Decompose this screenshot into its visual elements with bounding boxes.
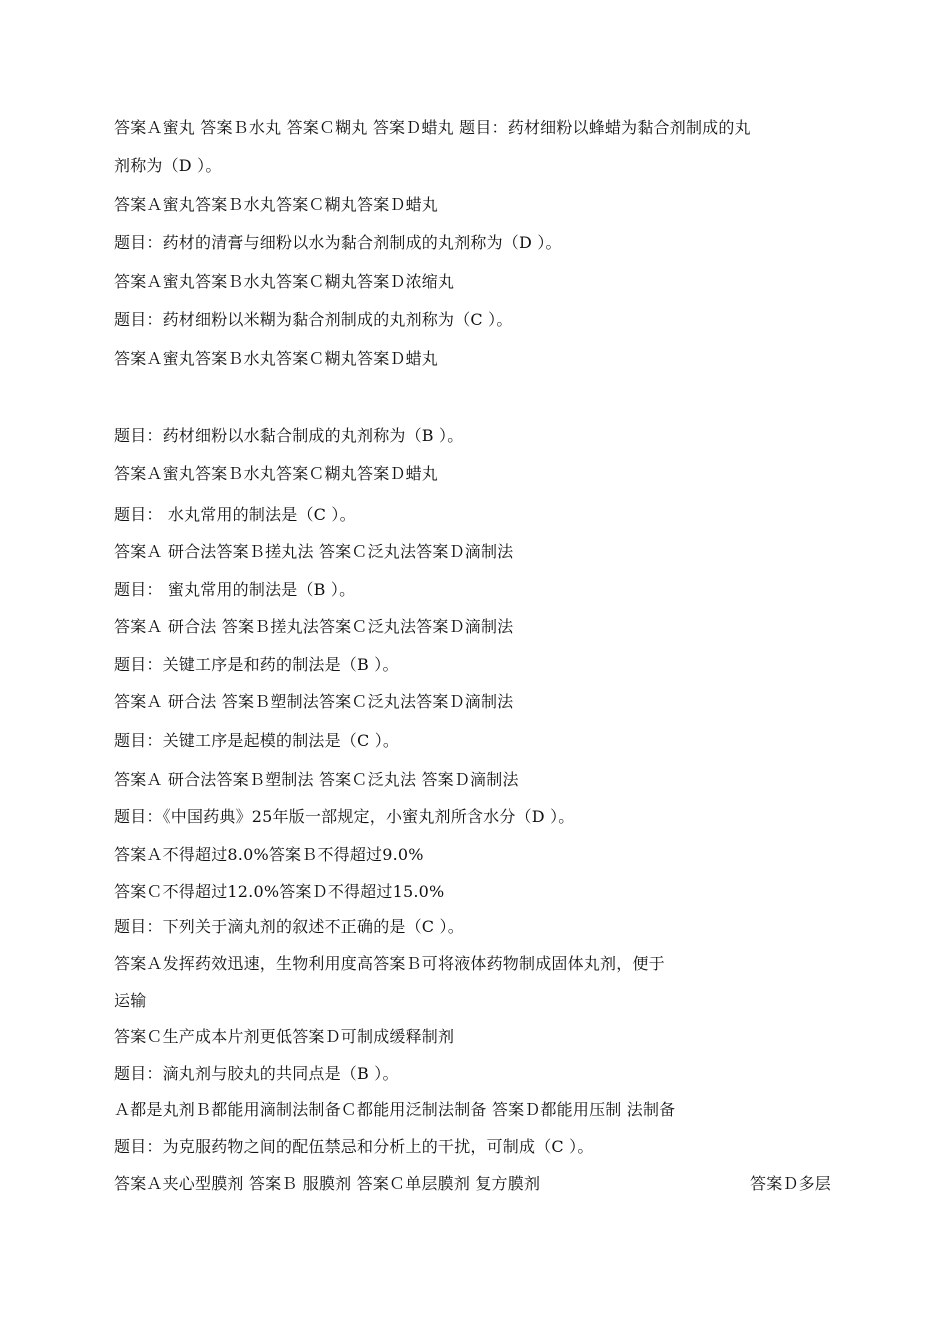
text-line-19: 答案Ａ不得超过8.0%答案Ｂ不得超过9.0% bbox=[114, 845, 424, 864]
text-line-3: 答案Ａ蜜丸答案Ｂ水丸答案Ｃ糊丸答案Ｄ蜡丸 bbox=[114, 195, 439, 214]
text-line-20: 答案Ｃ不得超过12.0%答案Ｄ不得超过15.0% bbox=[114, 882, 445, 901]
text-line-2: 剂称为（D ）。 bbox=[114, 156, 222, 175]
text-line-8: 题目：药材细粉以水黏合制成的丸剂称为（B ）。 bbox=[114, 426, 464, 445]
text-line-9: 答案Ａ蜜丸答案Ｂ水丸答案Ｃ糊丸答案Ｄ蜡丸 bbox=[114, 464, 439, 483]
text-line-10: 题目： 水丸常用的制法是（C ）。 bbox=[114, 505, 356, 524]
text-line-26: Ａ都是丸剂Ｂ都能用滴制法制备Ｃ都能用泛制法制备 答案Ｄ都能用压制 法制备 bbox=[114, 1100, 676, 1119]
text-line-24: 答案Ｃ生产成本片剂更低答案Ｄ可制成缓释制剂 bbox=[114, 1027, 455, 1046]
text-line-7: 答案Ａ蜜丸答案Ｂ水丸答案Ｃ糊丸答案Ｄ蜡丸 bbox=[114, 349, 439, 368]
text-line-23: 运输 bbox=[114, 991, 147, 1010]
text-line-4: 题目：药材的清膏与细粉以水为黏合剂制成的丸剂称为（D ）。 bbox=[114, 233, 562, 252]
text-line-14: 题目：关键工序是和药的制法是（B ）。 bbox=[114, 655, 399, 674]
text-line-5: 答案Ａ蜜丸答案Ｂ水丸答案Ｃ糊丸答案Ｄ浓缩丸 bbox=[114, 272, 455, 291]
text-line-17: 答案Ａ 研合法答案Ｂ塑制法 答案Ｃ泛丸法 答案Ｄ滴制法 bbox=[114, 770, 519, 789]
text-line-28: 答案Ａ夹心型膜剂 答案Ｂ 服膜剂 答案Ｃ单层膜剂 复方膜剂 bbox=[114, 1174, 541, 1193]
text-line-12: 题目： 蜜丸常用的制法是（B ）。 bbox=[114, 580, 356, 599]
text-line-22: 答案Ａ发挥药效迅速，生物利用度高答案Ｂ可将液体药物制成固体丸剂，便于 bbox=[114, 954, 665, 973]
text-line-25: 题目：滴丸剂与胶丸的共同点是（B ）。 bbox=[114, 1064, 399, 1083]
text-line-27: 题目：为克服药物之间的配伍禁忌和分析上的干扰，可制成（C ）。 bbox=[114, 1137, 594, 1156]
trailing-text: 答案Ｄ多层 bbox=[750, 1174, 832, 1193]
text-line-1: 答案Ａ蜜丸 答案Ｂ水丸 答案Ｃ糊丸 答案Ｄ蜡丸 题目：药材细粉以蜂蜡为黏合剂制成的丸 bbox=[114, 118, 751, 137]
text-line-18: 题目：《中国药典》25年版一部规定，小蜜丸剂所含水分（D ）。 bbox=[114, 807, 575, 826]
text-line-15: 答案Ａ 研合法 答案Ｂ塑制法答案Ｃ泛丸法答案Ｄ滴制法 bbox=[114, 692, 514, 711]
text-line-13: 答案Ａ 研合法 答案Ｂ搓丸法答案Ｃ泛丸法答案Ｄ滴制法 bbox=[114, 617, 514, 636]
text-line-6: 题目：药材细粉以米糊为黏合剂制成的丸剂称为（C ）。 bbox=[114, 310, 513, 329]
text-line-11: 答案Ａ 研合法答案Ｂ搓丸法 答案Ｃ泛丸法答案Ｄ滴制法 bbox=[114, 542, 514, 561]
text-line-21: 题目：下列关于滴丸剂的叙述不正确的是（C ）。 bbox=[114, 917, 464, 936]
text-line-16: 题目：关键工序是起模的制法是（C ）。 bbox=[114, 731, 400, 750]
